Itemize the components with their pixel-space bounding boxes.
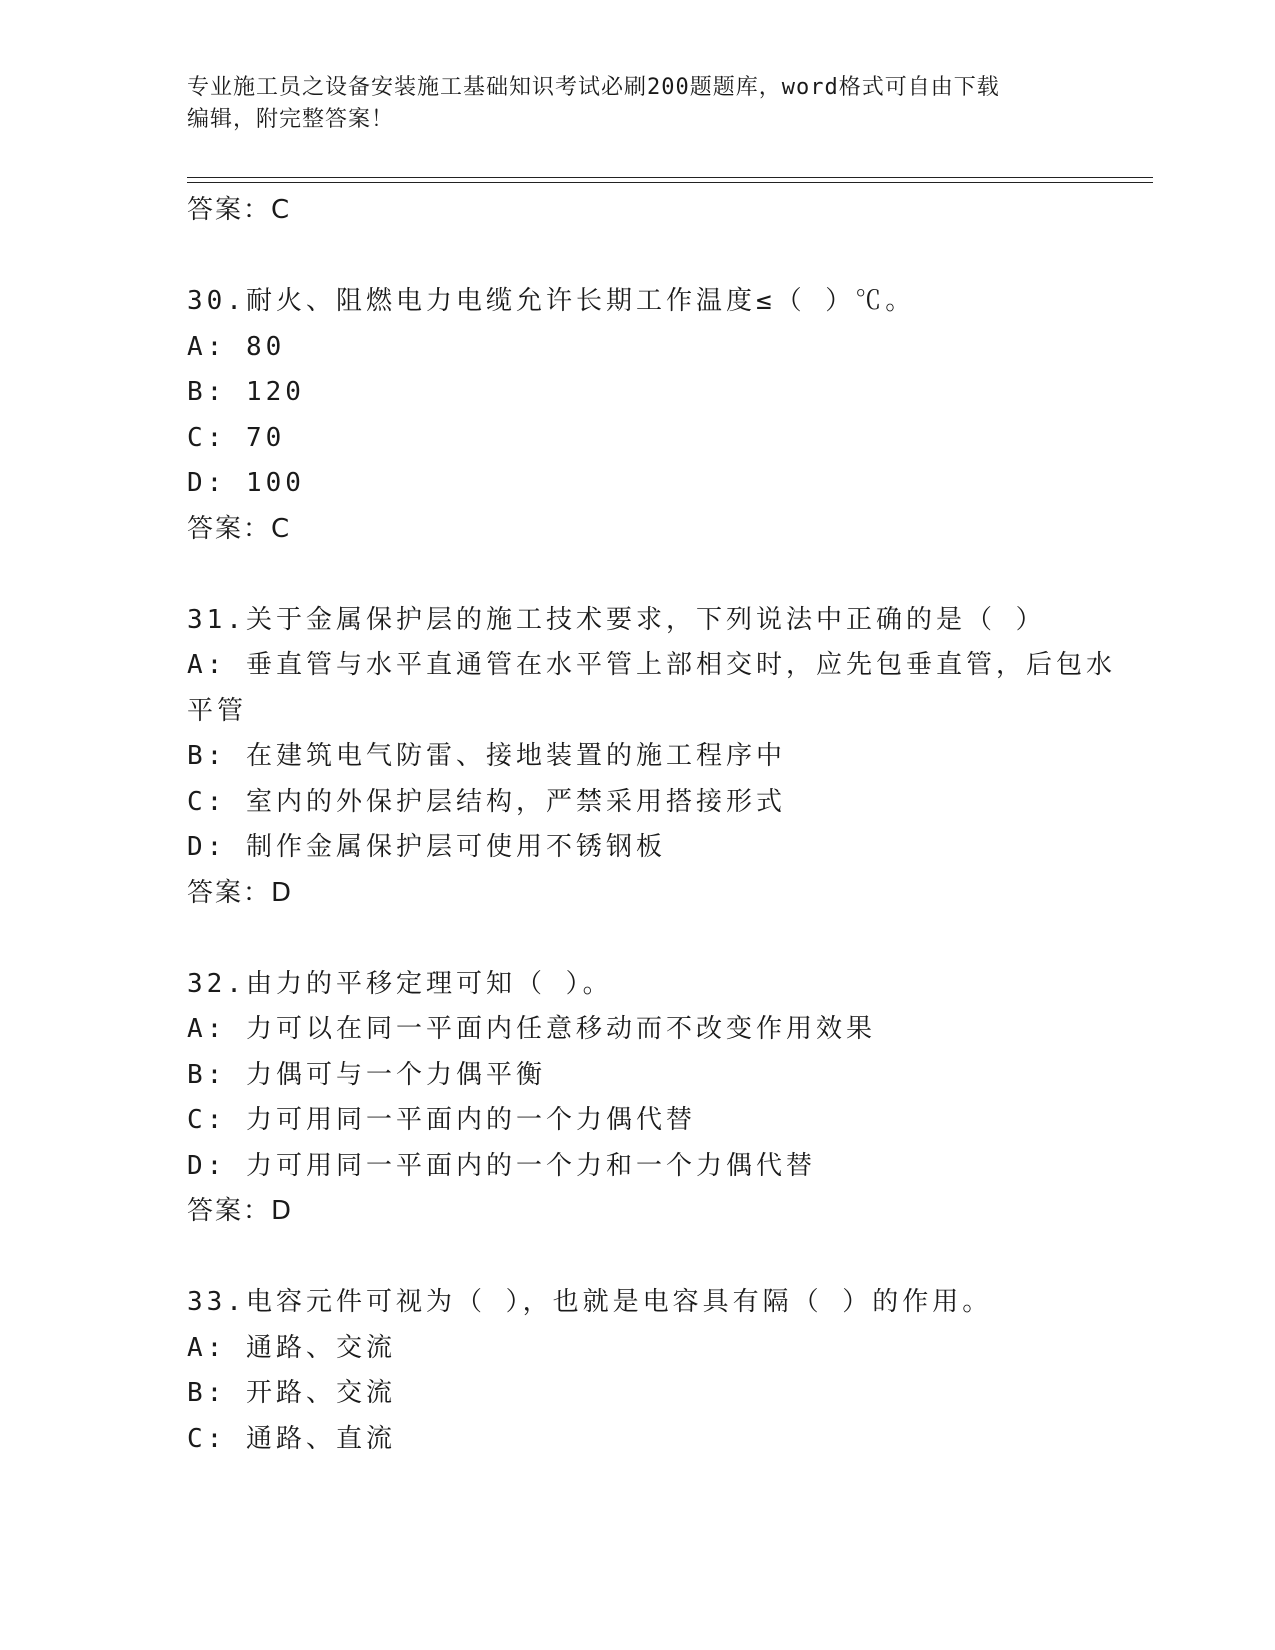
option-d: D: 100 (187, 468, 305, 498)
option-b: B: 120 (187, 377, 305, 407)
option-a: A: 通路、交流 (187, 1332, 396, 1363)
option-c: C: 70 (187, 422, 286, 453)
question-list (187, 188, 1153, 1462)
option-c: C: 通路、直流 (187, 1423, 396, 1454)
option-a: A: 力可以在同一平面内任意移动而不改变作用效果 (187, 1014, 876, 1044)
document-header (187, 72, 1067, 136)
option-d: D: 制作金属保护层可使用不锈钢板 (187, 832, 666, 862)
option-b: B: 在建筑电气防雷、接地装置的施工程序中 (187, 741, 786, 771)
question-31 (187, 598, 1153, 917)
answer-line: 答案：D (187, 877, 294, 908)
answer-line: 答案：C (187, 513, 292, 544)
question-stem: 32.由力的平移定理可知（ ）。 (187, 968, 613, 999)
option-a: A: 80 (187, 331, 286, 362)
question-stem: 31.关于金属保护层的施工技术要求，下列说法中正确的是（ ） (187, 604, 1046, 635)
option-b: B: 力偶可与一个力偶平衡 (187, 1059, 546, 1090)
option-c: C: 力可用同一平面内的一个力偶代替 (187, 1105, 696, 1135)
question-stem: 33.电容元件可视为（ ），也就是电容具有隔（ ）的作用。 (187, 1287, 993, 1317)
option-a: A: 垂直管与水平直通管在水平管上部相交时，应先包垂直管，后包水 (187, 650, 1116, 680)
question-stem: 30.耐火、阻燃电力电缆允许长期工作温度≤（ ）℃。 (187, 286, 916, 316)
option-b: B: 开路、交流 (187, 1378, 396, 1408)
header-title-line-1: 专业施工员之设备安装施工基础知识考试必刷200题题库，word格式可自由下载 (187, 75, 1000, 100)
header-divider-top (187, 177, 1153, 178)
option-a-continued: 平管 (187, 695, 248, 726)
header-divider-bottom (187, 182, 1153, 183)
header-title-line-2: 编辑，附完整答案！ (187, 107, 395, 132)
question-32 (187, 962, 1153, 1235)
option-d: D: 力可用同一平面内的一个力和一个力偶代替 (187, 1150, 816, 1181)
question-33 (187, 1280, 1153, 1462)
question-30 (187, 279, 1153, 552)
answer-line: 答案：D (187, 1196, 294, 1226)
answer-line: 答案：C (187, 195, 292, 225)
option-c: C: 室内的外保护层结构，严禁采用搭接形式 (187, 786, 786, 817)
